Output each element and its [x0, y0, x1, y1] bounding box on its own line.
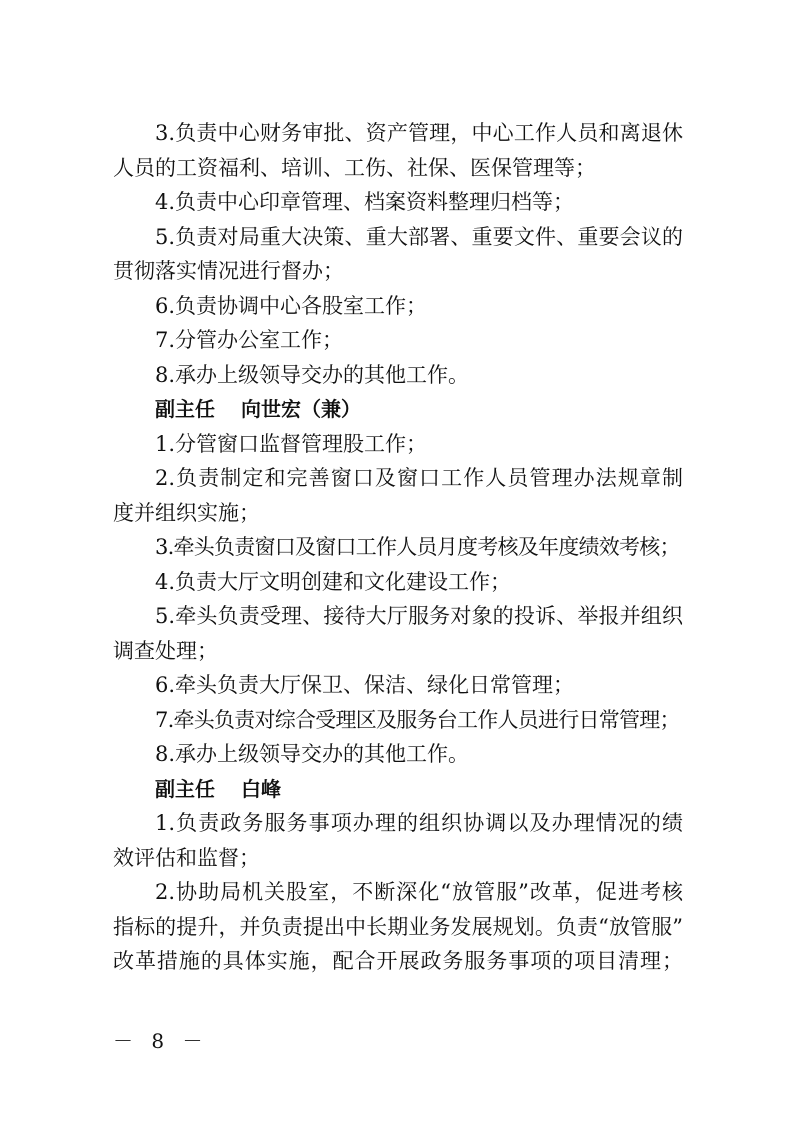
duty-line: 3.牵头负责窗口及窗口工作人员月度考核及年度绩效考核； [155, 535, 680, 559]
heading-title: 副主任 [155, 776, 215, 801]
duty-line: 6.负责协调中心各股室工作； [155, 293, 428, 318]
heading-title: 副主任 [155, 397, 215, 421]
duty-line: 2.负责制定和完善窗口及窗口工作人员管理办法规章制 [155, 466, 683, 490]
duty-line-continuation: 度并组织实施； [113, 500, 260, 525]
duty-line: 5.牵头负责受理、接待大厅服务对象的投诉、举报并组织 [155, 604, 683, 628]
section-heading [113, 772, 683, 807]
duty-line: 1.分管窗口监督管理股工作； [155, 431, 428, 456]
duty-line: 7.牵头负责对综合受理区及服务台工作人员进行日常管理； [155, 707, 680, 732]
duty-line: 7.分管办公室工作； [155, 328, 344, 352]
heading-name: 向世宏（兼） [241, 397, 361, 421]
section-heading [113, 392, 683, 427]
duty-line: 8.承办上级领导交办的其他工作。 [155, 362, 470, 387]
duty-line: 6.牵头负责大厅保卫、保洁、绿化日常管理； [155, 673, 575, 697]
page-number: － 8 － [113, 1029, 209, 1053]
duty-line: 5.负责对局重大决策、重大部署、重要文件、重要会议的 [155, 224, 683, 249]
document-body [113, 116, 683, 979]
duty-line-continuation: 指标的提升，并负责提出中长期业务发展规划。负责“放管服” [113, 914, 683, 939]
duty-line-continuation: 调查处理； [113, 638, 218, 663]
duty-line-continuation: 人员的工资福利、培训、工伤、社保、医保管理等； [113, 155, 596, 180]
duty-line-continuation: 改革措施的具体实施，配合开展政务服务事项的项目清理； [113, 949, 683, 973]
duty-line: 3.负责中心财务审批、资产管理，中心工作人员和离退休 [155, 121, 683, 145]
duty-line: 4.负责大厅文明创建和文化建设工作； [155, 569, 512, 594]
duty-line: 2.协助局机关股室，不断深化“放管服”改革，促进考核 [155, 880, 683, 904]
heading-name: 白峰 [241, 776, 281, 801]
duty-line: 8.承办上级领导交办的其他工作。 [155, 742, 470, 766]
duty-line: 4.负责中心印章管理、档案资料整理归档等； [155, 190, 575, 214]
duty-line-continuation: 效评估和监督； [113, 845, 260, 870]
duty-line-continuation: 贯彻落实情况进行督办； [113, 259, 344, 283]
duty-line: 1.负责政务服务事项办理的组织协调以及办理情况的绩 [155, 811, 683, 835]
